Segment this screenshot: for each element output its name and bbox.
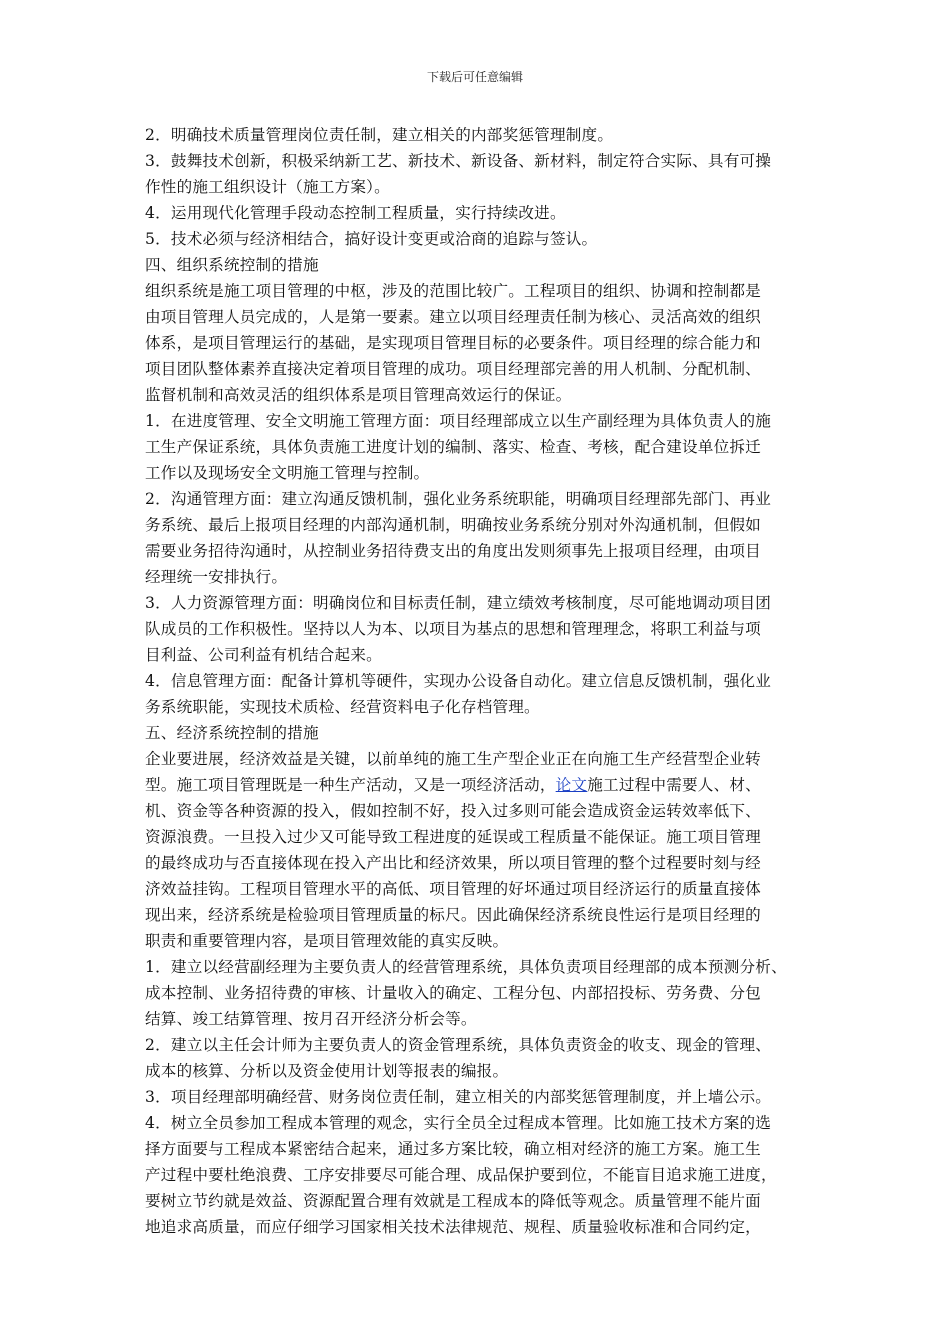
text-line: 结算、竣工结算管理、按月召开经济分析会等。 [145,1010,477,1028]
text-line: 的最终成功与否直接体现在投入产出比和经济效果，所以项目管理的整个过程要时刻与经 [145,854,761,872]
text-line: 3．项目经理部明确经营、财务岗位责任制，建立相关的内部奖惩管理制度，并上墙公示。 [145,1088,772,1106]
text-line: 成本控制、业务招待费的审核、计量收入的确定、工程分包、内部招投标、劳务费、分包 [145,984,761,1002]
text-line: 企业要进展，经济效益是关键，以前单纯的施工生产型企业正在向施工生产经营型企业转 [145,750,761,768]
text-line: 现出来，经济系统是检验项目管理质量的标尺。因此确保经济系统良性运行是项目经理的 [145,906,761,924]
text-line: 择方面要与工程成本紧密结合起来，通过多方案比较，确立相对经济的施工方案。施工生 [145,1140,761,1158]
text-line: 4．树立全员参加工程成本管理的观念，实行全员全过程成本管理。比如施工技术方案的选 [145,1114,772,1132]
text-line: 项目团队整体素养直接决定着项目管理的成功。项目经理部完善的用人机制、分配机制、 [145,360,761,378]
text-line: 4．信息管理方面：配备计算机等硬件，实现办公设备自动化。建立信息反馈机制，强化业 [145,672,772,690]
text-line: 3．鼓舞技术创新，积极采纳新工艺、新技术、新设备、新材料，制定符合实际、具有可操 [145,152,772,170]
text-line: 体系，是项目管理运行的基础，是实现项目管理目标的必要条件。项目经理的综合能力和 [145,334,761,352]
section-heading: 四、组织系统控制的措施 [145,256,319,274]
text-line: 1．在进度管理、安全文明施工管理方面：项目经理部成立以生产副经理为具体负责人的施 [145,412,772,430]
paper-link[interactable]: 论文 [555,776,588,794]
text-line: 1．建立以经营副经理为主要负责人的经营管理系统，具体负责项目经理部的成本预测分析、 [145,958,787,976]
text-line: 由项目管理人员完成的，人是第一要素。建立以项目经理责任制为核心、灵活高效的组织 [145,308,761,326]
text-line: 工作以及现场安全文明施工管理与控制。 [145,464,430,482]
text-line: 5．技术必须与经济相结合，搞好设计变更或洽商的追踪与签认。 [145,230,598,248]
text-line: 2．建立以主任会计师为主要负责人的资金管理系统，具体负责资金的收支、现金的管理、 [145,1036,772,1054]
text-line: 目利益、公司利益有机结合起来。 [145,646,382,664]
text-line: 经理统一安排执行。 [145,568,288,586]
section-heading: 五、经济系统控制的措施 [145,724,319,742]
text-segment: 型。施工项目管理既是一种生产活动，又是一项经济活动， [145,776,556,794]
text-line: 组织系统是施工项目管理的中枢，涉及的范围比较广。工程项目的组织、协调和控制都是 [145,282,761,300]
text-line: 监督机制和高效灵活的组织体系是项目管理高效运行的保证。 [145,386,572,404]
text-line: 需要业务招待沟通时，从控制业务招待费支出的角度出发则须事先上报项目经理，由项目 [145,542,761,560]
text-line: 务系统职能，实现技术质检、经营资料电子化存档管理。 [145,698,540,716]
text-line: 务系统、最后上报项目经理的内部沟通机制，明确按业务系统分别对外沟通机制，但假如 [145,516,761,534]
text-line: 3．人力资源管理方面：明确岗位和目标责任制，建立绩效考核制度，尽可能地调动项目团 [145,594,772,612]
text-line: 济效益挂钩。工程项目管理水平的高低、项目管理的好坏通过项目经济运行的质量直接体 [145,880,761,898]
text-segment: 施工过程中需要人、材、 [587,776,761,794]
text-line-with-link [145,772,825,798]
text-line: 地追求高质量，而应仔细学习国家相关技术法律规范、规程、质量验收标准和合同约定， [145,1218,761,1236]
text-line: 2．明确技术质量管理岗位责任制，建立相关的内部奖惩管理制度。 [145,126,614,144]
text-line: 队成员的工作积极性。坚持以人为本、以项目为基点的思想和管理理念，将职工利益与项 [145,620,761,638]
document-body [145,122,825,1240]
text-line: 成本的核算、分析以及资金使用计划等报表的编报。 [145,1062,509,1080]
text-line: 产过程中要杜绝浪费、工序安排要尽可能合理、成品保护要到位，不能盲目追求施工进度， [145,1166,777,1184]
text-line: 4．运用现代化管理手段动态控制工程质量，实行持续改进。 [145,204,566,222]
text-line: 作性的施工组织设计（施工方案）。 [145,178,390,196]
page-header: 下载后可任意编辑 [426,70,523,84]
text-line: 机、资金等各种资源的投入，假如控制不好，投入过多则可能会造成资金运转效率低下、 [145,802,761,820]
text-line: 职责和重要管理内容，是项目管理效能的真实反映。 [145,932,509,950]
text-line: 要树立节约就是效益、资源配置合理有效就是工程成本的降低等观念。质量管理不能片面 [145,1192,761,1210]
text-line: 工生产保证系统，具体负责施工进度计划的编制、落实、检查、考核，配合建设单位拆迁 [145,438,761,456]
text-line: 2．沟通管理方面：建立沟通反馈机制，强化业务系统职能，明确项目经理部先部门、再业 [145,490,772,508]
text-line: 资源浪费。一旦投入过少又可能导致工程进度的延误或工程质量不能保证。施工项目管理 [145,828,761,846]
